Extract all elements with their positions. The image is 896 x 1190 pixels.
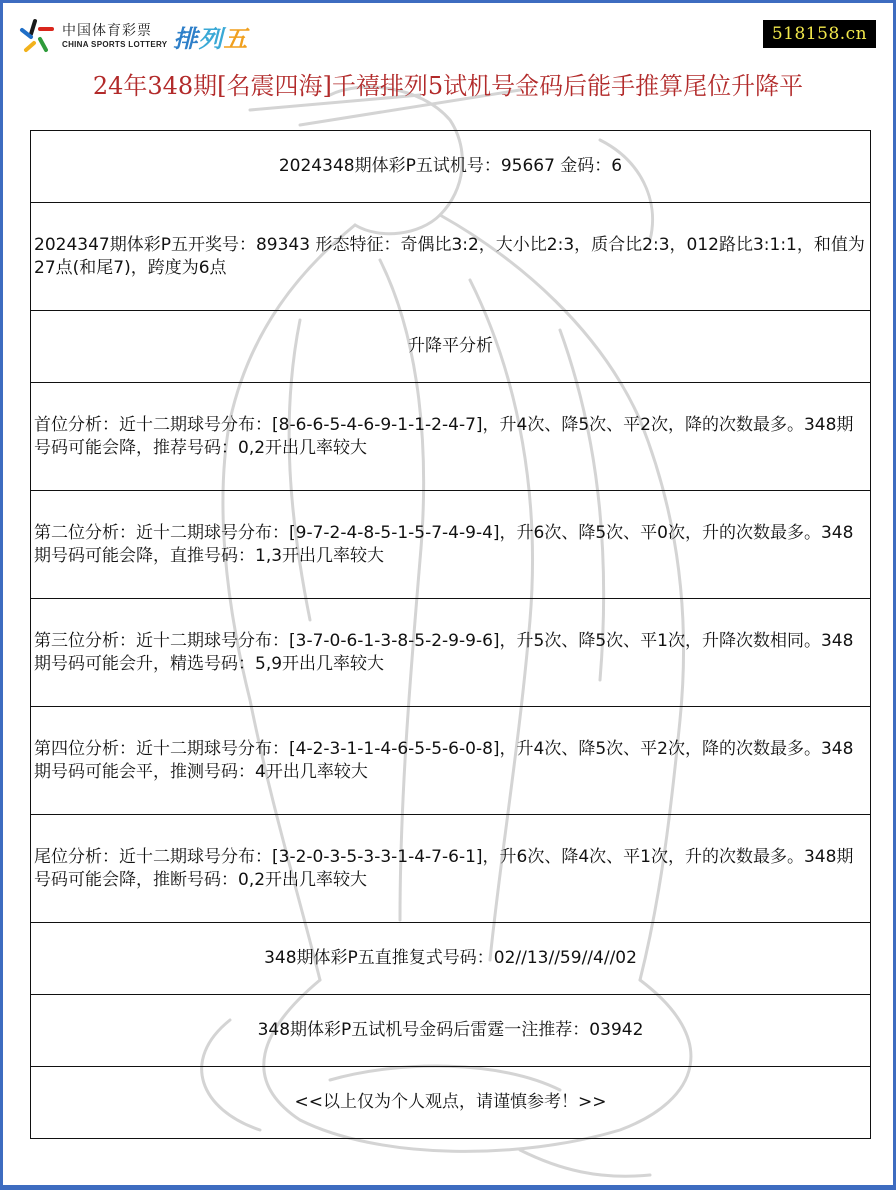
table-row-first-position — [31, 383, 871, 491]
table-row-previous-draw — [31, 203, 871, 311]
first-position-analysis-cell: 首位分析：近十二期球号分布：[8-6-6-5-4-6-9-1-1-2-4-7]，升4次、降5次、平2次，降的次数最多。348期号码可能会降，推荐号码：0,2开出几率较大 — [31, 383, 871, 491]
section-heading-cell: 升降平分析 — [31, 311, 871, 383]
disclaimer-cell: <<以上仅为个人观点，请谨慎参考！>> — [31, 1067, 871, 1139]
trial-number-cell: 2024348期体彩P五试机号：95667 金码：6 — [31, 131, 871, 203]
second-position-analysis-cell: 第二位分析：近十二期球号分布：[9-7-2-4-8-5-1-5-7-4-9-4]，升6次、降5次、平0次，升的次数最多。348期号码可能会降，直推号码：1,3开出几率较大 — [31, 491, 871, 599]
table-row-disclaimer — [31, 1067, 871, 1139]
compound-numbers-cell: 348期体彩P五直推复式号码：02//13//59//4//02 — [31, 923, 871, 995]
logo-chinese-name: 中国体育彩票 — [62, 22, 152, 39]
analysis-table — [30, 130, 871, 1139]
page-header — [0, 0, 896, 60]
fourth-position-analysis-cell: 第四位分析：近十二期球号分布：[4-2-3-1-1-4-6-5-5-6-0-8]，升4次、降5次、平2次，降的次数最多。348期号码可能会平，推测号码：4开出几率较大 — [31, 707, 871, 815]
table-row-third-position — [31, 599, 871, 707]
china-sports-lottery-logo — [18, 18, 248, 54]
previous-draw-cell: 2024347期体彩P五开奖号：89343 形态特征：奇偶比3:2，大小比2:3，质合比2:3，012路比3:1:1，和值为27点(和尾7)，跨度为6点 — [31, 203, 871, 311]
single-recommendation-cell: 348期体彩P五试机号金码后雷霆一注推荐：03942 — [31, 995, 871, 1067]
logo-english-name: CHINA SPORTS LOTTERY — [62, 39, 168, 49]
table-row-last-position — [31, 815, 871, 923]
site-domain-badge: 518158.cn — [763, 20, 876, 48]
table-row-single-recommendation — [31, 995, 871, 1067]
table-row-compound-numbers — [31, 923, 871, 995]
game-name-pailie5: 排列五 — [173, 24, 249, 53]
table-row-fourth-position — [31, 707, 871, 815]
third-position-analysis-cell: 第三位分析：近十二期球号分布：[3-7-0-6-1-3-8-5-2-9-9-6]，升5次、降5次、平1次，升降次数相同。348期号码可能会升，精选号码：5,9开出几率较大 — [31, 599, 871, 707]
last-position-analysis-cell: 尾位分析：近十二期球号分布：[3-2-0-3-5-3-3-1-4-7-6-1]，升6次、降4次、平1次，升的次数最多。348期号码可能会降，推断号码：0,2开出几率较大 — [31, 815, 871, 923]
lottery-star-icon — [18, 18, 56, 54]
page-title: 24年348期[名震四海]千禧排列5试机号金码后能手推算尾位升降平 — [92, 72, 804, 100]
table-row-second-position — [31, 491, 871, 599]
table-row-section-heading — [31, 311, 871, 383]
table-row-trial-number — [31, 131, 871, 203]
